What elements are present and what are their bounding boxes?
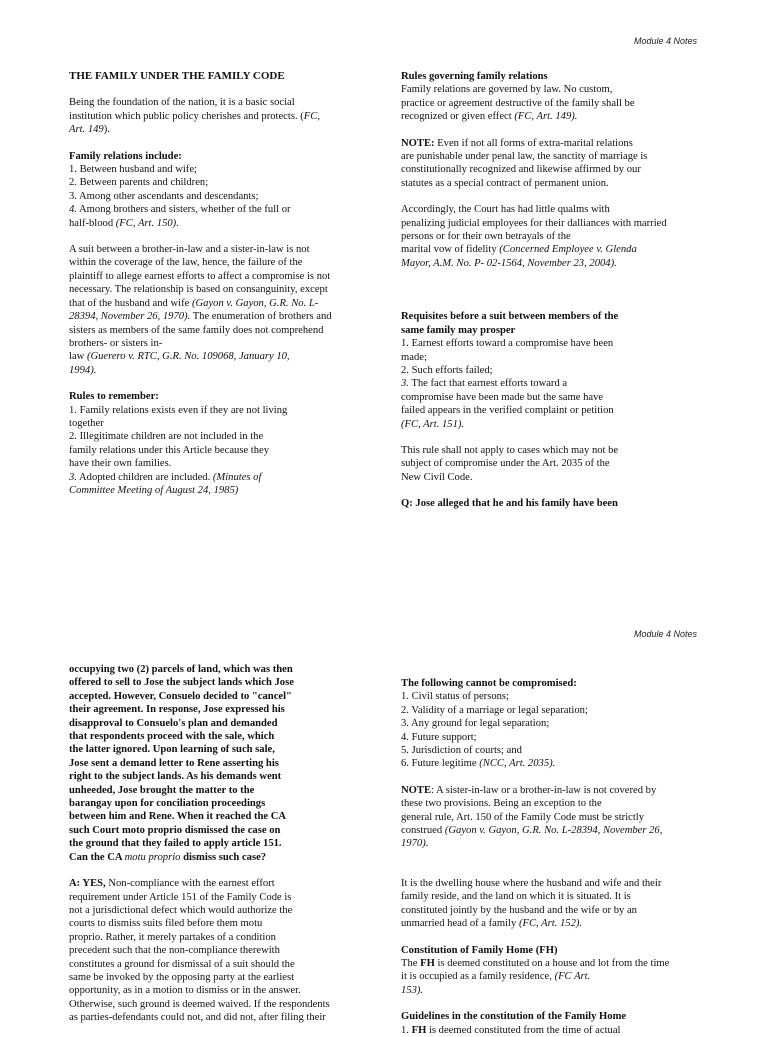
list-item: 2. Such efforts failed; [401,364,493,376]
constitution-section: Constitution of Family Home (FH) The FH is deemed constituted on a house and lot from the time it is occupied as a family residence, (FC Art. 153). [401,944,701,998]
list-item: 3. Adopted children are included. (Minutes of [69,471,262,483]
requisites-list: Requisites before a suit between members of the same family may prosper 1. Earnest efforts toward a compromise have been made; 2. Such efforts failed; 3. The fact that earnest efforts toward a compromise have been made but the same have failed appears in the verified complaint or petition (FC, Art. 151). [401,310,701,431]
list-item: (FC, Art. 151). [401,418,465,430]
section-heading: Constitution of Family Home (FH) [401,944,558,956]
list-item: 6. Future legitime (NCC, Art. 2035). [401,758,556,770]
section-heading: Rules governing family relations [401,71,548,82]
guidelines-section: Guidelines in the constitution of the Family Home 1. FH is deemed constituted from the time of actual [401,1010,701,1037]
question-continued: occupying two (2) parcels of land, which was then offered to sell to Jose the subject lands which Jose accepted. However, Consuelo decided to "cancel" their agreement. In response, Jose expressed his disapproval to Consuelo's plan and demanded that respondents proceed with the sale, which the latter ignored. Upon learning of such sale, Jose sent a demand letter to Rene asserting his right to the subject lands. As his demands went unheeded, Jose brought the matter to the barangay upon for conciliation proceedings between him and Rene. When it reached the CA such Court moto proprio dismissed the case on the ground that they failed to apply article 151. Can the CA motu proprio dismiss such case? [69,664,294,863]
note-paragraph: NOTE: A sister-in-law or a brother-in-law is not covered by these two provisions. Being an exception to the general rule, Art. 150 of the Family Code must be strictly construed (Gayon v. Gayon, G.R. No. L-28394, November 26, 1970). [401,784,663,850]
list-item: compromise have been made but the same have [401,391,604,403]
page-header: Module 4 Notes [633,36,697,46]
list-item: 2. Validity of a marriage or legal separation; [401,704,588,716]
list-item: 2. Illegitimate children are not included in the [69,431,264,443]
not-compromised-list [401,677,701,771]
list-item: 3. The fact that earnest efforts toward a [401,378,568,390]
list-item: 3. Any ground for legal separation; [401,718,550,730]
list-item: 4. Future support; [401,731,477,743]
section-heading: The following cannot be compromised: [401,678,577,689]
list-item: failed appears in the verified complaint or petition [401,405,614,417]
note-label: NOTE [401,784,432,796]
dwelling-paragraph: It is the dwelling house where the husband and wife and their family reside, and the land on which it is situated. It is constituted jointly by the husband and the wife or by an unmarried head of a family (FC, Art. 152). [401,877,662,930]
rules-list [69,390,369,497]
suit-paragraph: A suit between a brother-in-law and a sister-in-law is not within the coverage of the law, hence, the failure of the plaintiff to allege earnest efforts to affect a compromise is not necessary. The relationship is based on consanguinity, except that of the husband and wife (Gayon v. Gayon, G.R. No. L- 28394, November 26, 1970). The enumeration of brothers and sisters as members of the same family does not comprehend brothers- or sisters in- law (Guerero v. RTC, G.R. No. 109068, January 10, 1994). [69,244,332,376]
page-header: Module 4 Notes [633,629,697,639]
page2-left-column [69,663,369,1025]
question-start: Q: Jose alleged that he and his family have been [401,498,618,510]
list-item: made; [401,351,427,363]
page1-left-column [69,70,369,497]
list-item: half-blood (FC, Art. 150). [69,217,179,229]
intro-paragraph: Being the foundation of the nation, it is a basic social institution which public policy cherishes and protects. (FC, Art. 149). [69,97,320,136]
list-item: 2. Between parents and children; [69,177,209,189]
rules-governing-section: Rules governing family relations Family relations are governed by law. No custom, practice or agreement destructive of the family shall be recognized or given effect (FC, Art. 149). [401,70,701,124]
list-item: 5. Jurisdiction of courts; and [401,745,522,757]
list-item: 1. Family relations exists even if they are not living [69,404,288,416]
rules-heading: Rules to remember: [69,391,159,403]
list-item: together [69,417,104,429]
section-title: THE FAMILY UNDER THE FAMILY CODE [69,70,285,82]
family-relations-list [69,150,369,230]
list-item: 1. Civil status of persons; [401,691,509,703]
list-item: have their own families. [69,458,172,470]
list-item: 1. Earnest efforts toward a compromise have been [401,338,614,350]
rule-not-apply-paragraph: This rule shall not apply to cases which may not be subject of compromise under the Art. 2035 of the New Civil Code. [401,444,619,483]
list-item: 4. Among brothers and sisters, whether of the full or [69,204,291,216]
list-item: 1. Between husband and wife; [69,164,197,176]
list-item: family relations under this Article because they [69,444,270,456]
relations-heading: Family relations include: [69,150,182,162]
section-heading: Guidelines in the constitution of the Family Home [401,1011,627,1023]
list-item: 3. Among other ascendants and descendants; [69,190,259,202]
list-item: Committee Meeting of August 24, 1985) [69,484,239,496]
answer-paragraph: A: YES, Non-compliance with the earnest effort requirement under Article 151 of the Family Code is not a jurisdictional defect which would authorize the courts to dismiss suits filed before them motu proprio. Rather, it merely partakes of a condition precedent such that the non-compliance therewith constitutes a ground for dismissal of a suit should the same be invoked by the opposing party at the earliest opportunity, as in a motion to dismiss or in the answer. Otherwise, such ground is deemed waived. If the respondents as parties-defendants could not, and did not, after filing their [69,878,330,1024]
page1-right-column [401,70,701,511]
accordingly-paragraph: Accordingly, the Court has had little qualms with penalizing judicial employees for their dalliances with married persons or for their own betrayals of the marital vow of fidelity (Concerned Employee v. Glenda Mayor, A.M. No. P- 02-1564, November 23, 2004). [401,204,667,269]
note-paragraph: NOTE: Even if not all forms of extra-marital relations are punishable under penal law, the sanctity of marriage is constitutionally recognized and likewise affirmed by our statutes as a special contract of permanent union. [401,137,648,189]
page2-right-column [401,677,701,1037]
note-label: NOTE: [401,137,435,149]
